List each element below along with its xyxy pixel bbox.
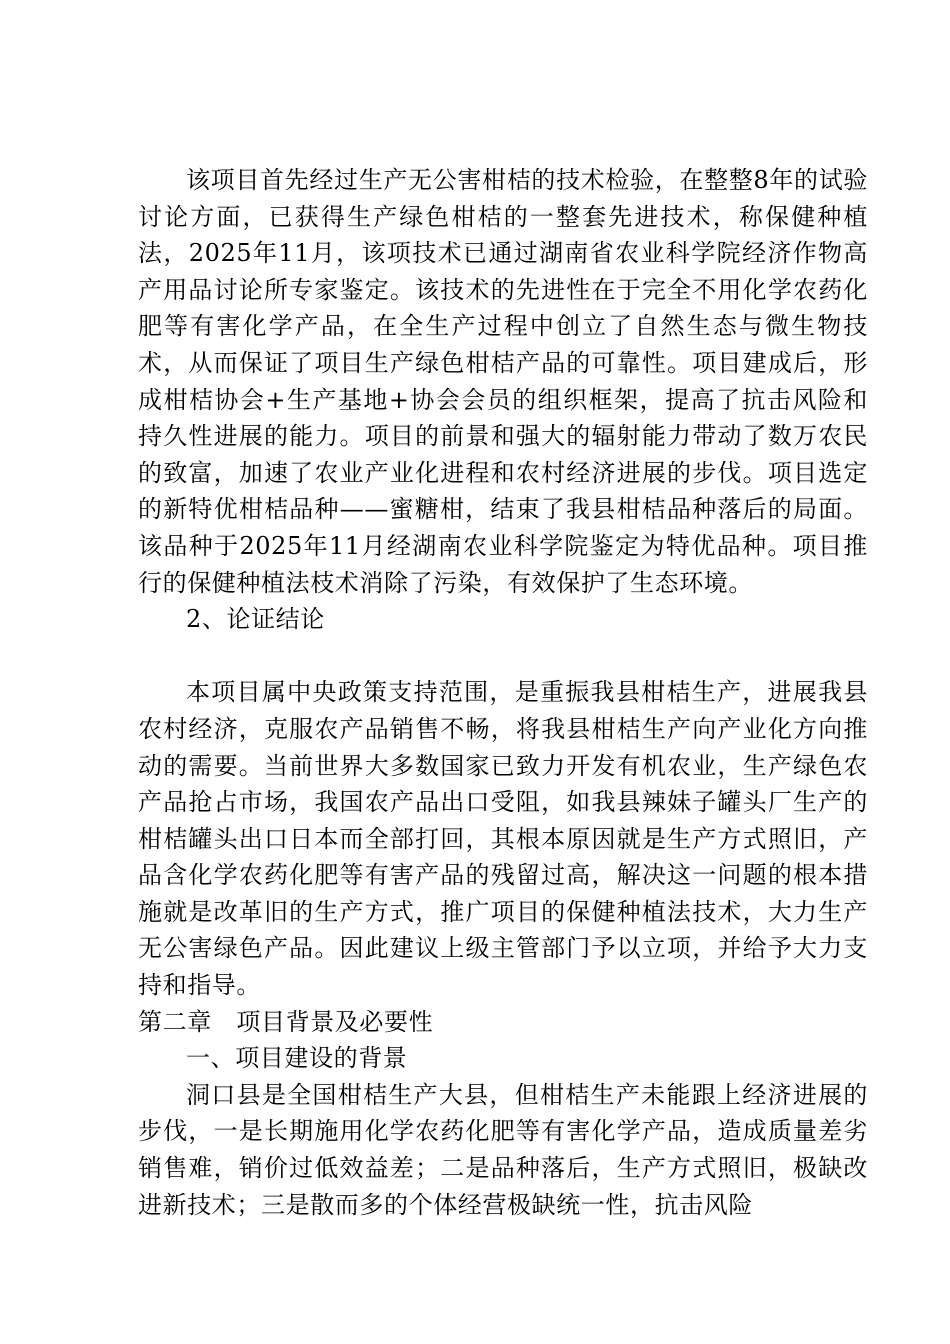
body-paragraph: 洞口县是全国柑桔生产大县，但柑桔生产未能跟上经济进展的步伐，一是长期施用化学农药化肥等有害化学产品，造成质量差劣销售难，销价过低效益差；二是品种落后，生产方式照旧，极缺改进新技术；三是散而多的个体经营极缺统一性，抗击风险 (138, 1080, 868, 1219)
chapter-heading: 第二章 项目背景及必要性 (138, 1007, 434, 1036)
subsection-heading: 一、项目建设的背景 (186, 1044, 408, 1073)
blank-line (138, 638, 868, 675)
document-page (138, 162, 868, 1223)
body-paragraph: 本项目属中央政策支持范围，是重振我县柑桔生产，进展我县农村经济，克服农产品销售不畅，将我县柑桔生产向产业化方向推动的需要。当前世界大多数国家已致力开发有机农业，生产绿色农产品抢占市场，我国农产品出口受阻，如我县辣妹子罐头厂生产的柑桔罐头出口日本而全部打回，其根本原因就是生产方式照旧，产品含化学农药化肥等有害产品的残留过高，解决这一问题的根本措施就是改革旧的生产方式，推广项目的保健种植法技术，大力生产无公害绿色产品。因此建议上级主管部门予以立项，并给予大力支持和指导。 (138, 678, 868, 1000)
body-paragraph: 该项目首先经过生产无公害柑桔的技术检验，在整整8年的试验讨论方面，已获得生产绿色柑桔的一整套先进技术，称保健种植法，2025年11月，该项技术已通过湖南省农业科学院经济作物高产用品讨论所专家鉴定。该技术的先进性在于完全不用化学农药化肥等有害化学产品，在全生产过程中创立了自然生态与微生物技术，从而保证了项目生产绿色柑桔产品的可靠性。项目建成后，形成柑桔协会+生产基地+协会会员的组织框架，提高了抗击风险和持久性进展的能力。项目的前景和强大的辐射能力带动了数万农民的致富，加速了农业产业化进程和农村经济进展的步伐。项目选定的新特优柑桔品种——蜜糖柑，结束了我县柑桔品种落后的局面。该品种于2025年11月经湖南农业科学院鉴定为特优品种。项目推行的保健种植法枝术消除了污染，有效保护了生态环境。 (138, 166, 868, 597)
section-heading: 2、论证结论 (186, 605, 325, 634)
